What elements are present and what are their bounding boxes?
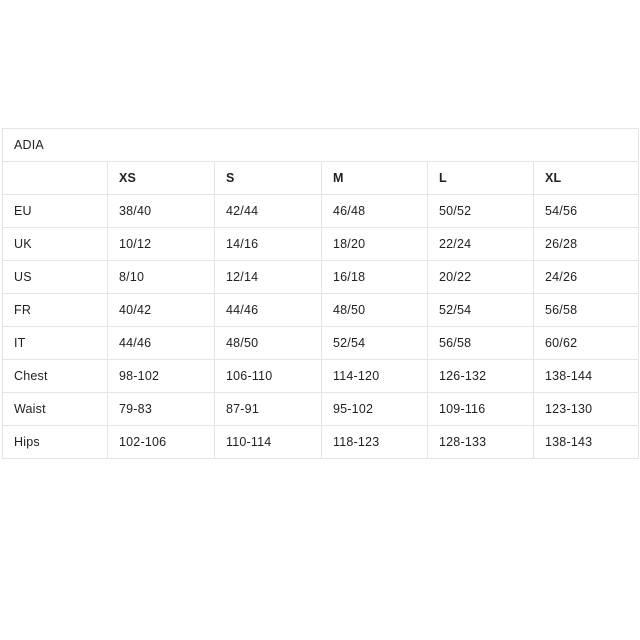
row-label: IT — [3, 327, 108, 360]
row-label: Waist — [3, 393, 108, 426]
table-row — [3, 393, 639, 426]
table-cell: 138-143 — [534, 426, 639, 459]
table-cell: 44/46 — [215, 294, 322, 327]
table-cell: 50/52 — [428, 195, 534, 228]
table-cell: 87-91 — [215, 393, 322, 426]
table-cell: 44/46 — [108, 327, 215, 360]
corner-cell — [3, 162, 108, 195]
table-cell: 42/44 — [215, 195, 322, 228]
table-cell: 138-144 — [534, 360, 639, 393]
table-cell: 16/18 — [322, 261, 428, 294]
table-cell: 14/16 — [215, 228, 322, 261]
table-cell: 79-83 — [108, 393, 215, 426]
table-cell: 52/54 — [322, 327, 428, 360]
table-cell: 52/54 — [428, 294, 534, 327]
brand-title: ADIA — [3, 129, 639, 162]
table-cell: 26/28 — [534, 228, 639, 261]
table-cell: 46/48 — [322, 195, 428, 228]
table-cell: 56/58 — [534, 294, 639, 327]
brand-row — [3, 129, 639, 162]
table-cell: 109-116 — [428, 393, 534, 426]
row-label: FR — [3, 294, 108, 327]
table-cell: 123-130 — [534, 393, 639, 426]
table-cell: 118-123 — [322, 426, 428, 459]
table-cell: 98-102 — [108, 360, 215, 393]
size-chart-table — [2, 128, 639, 459]
table-cell: 20/22 — [428, 261, 534, 294]
table-cell: 18/20 — [322, 228, 428, 261]
row-label: Chest — [3, 360, 108, 393]
row-label: EU — [3, 195, 108, 228]
table-cell: 106-110 — [215, 360, 322, 393]
size-header-xs: XS — [108, 162, 215, 195]
table-cell: 128-133 — [428, 426, 534, 459]
table-cell: 40/42 — [108, 294, 215, 327]
table-cell: 54/56 — [534, 195, 639, 228]
size-header-row — [3, 162, 639, 195]
table-cell: 10/12 — [108, 228, 215, 261]
size-header-m: M — [322, 162, 428, 195]
table-cell: 22/24 — [428, 228, 534, 261]
table-cell: 114-120 — [322, 360, 428, 393]
table-cell: 60/62 — [534, 327, 639, 360]
table-cell: 95-102 — [322, 393, 428, 426]
table-row — [3, 426, 639, 459]
size-header-xl: XL — [534, 162, 639, 195]
table-cell: 126-132 — [428, 360, 534, 393]
table-cell: 12/14 — [215, 261, 322, 294]
table-row — [3, 360, 639, 393]
table-cell: 102-106 — [108, 426, 215, 459]
row-label: US — [3, 261, 108, 294]
table-cell: 8/10 — [108, 261, 215, 294]
table-row — [3, 195, 639, 228]
table-cell: 48/50 — [215, 327, 322, 360]
table-row — [3, 327, 639, 360]
size-header-l: L — [428, 162, 534, 195]
table-cell: 48/50 — [322, 294, 428, 327]
table-row — [3, 294, 639, 327]
row-label: Hips — [3, 426, 108, 459]
table-cell: 56/58 — [428, 327, 534, 360]
row-label: UK — [3, 228, 108, 261]
table-cell: 38/40 — [108, 195, 215, 228]
table-cell: 110-114 — [215, 426, 322, 459]
table-cell: 24/26 — [534, 261, 639, 294]
size-header-s: S — [215, 162, 322, 195]
table-row — [3, 261, 639, 294]
table-row — [3, 228, 639, 261]
